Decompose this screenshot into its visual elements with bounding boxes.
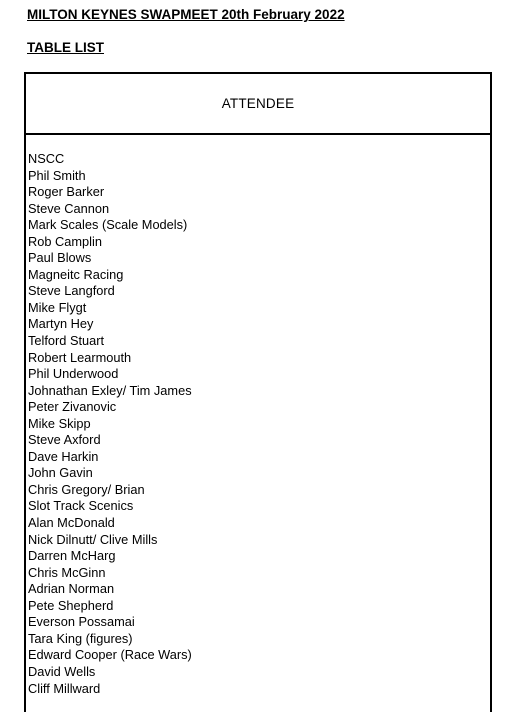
attendee-row: Robert Learmouth bbox=[28, 349, 132, 365]
attendee-row: Mike Flygt bbox=[28, 299, 87, 315]
attendee-table bbox=[24, 72, 492, 712]
attendee-row: Chris Gregory/ Brian bbox=[28, 481, 145, 497]
attendee-row: Chris McGinn bbox=[28, 564, 106, 580]
attendee-row: Tara King (figures) bbox=[28, 630, 133, 646]
attendee-row: David Wells bbox=[28, 663, 96, 679]
attendee-row: John Gavin bbox=[28, 465, 93, 481]
attendee-table-header bbox=[26, 74, 490, 135]
attendee-row: Alan McDonald bbox=[28, 515, 115, 531]
attendee-list bbox=[28, 151, 192, 697]
document-title: MILTON KEYNES SWAPMEET 20th February 2022 bbox=[27, 7, 345, 22]
attendee-row: Steve Langford bbox=[28, 283, 115, 299]
attendee-row: Phil Underwood bbox=[28, 366, 119, 382]
attendee-row: Telford Stuart bbox=[28, 333, 105, 349]
attendee-row: Steve Cannon bbox=[28, 200, 110, 216]
attendee-row: Darren McHarg bbox=[28, 548, 116, 564]
attendee-row: Peter Zivanovic bbox=[28, 399, 117, 415]
attendee-column-label: ATTENDEE bbox=[221, 96, 295, 111]
attendee-row: Phil Smith bbox=[28, 167, 86, 183]
table-list-heading: TABLE LIST bbox=[27, 40, 104, 55]
attendee-row: Everson Possamai bbox=[28, 614, 135, 630]
attendee-row: Pete Shepherd bbox=[28, 597, 114, 613]
attendee-row: Adrian Norman bbox=[28, 581, 115, 597]
attendee-row: Dave Harkin bbox=[28, 448, 99, 464]
attendee-row: Paul Blows bbox=[28, 250, 92, 266]
attendee-row: Magneitc Racing bbox=[28, 266, 124, 282]
attendee-row: Nick Dilnutt/ Clive Mills bbox=[28, 531, 158, 547]
attendee-row: Steve Axford bbox=[28, 432, 101, 448]
attendee-row: Mike Skipp bbox=[28, 415, 91, 431]
attendee-row: Roger Barker bbox=[28, 184, 105, 200]
attendee-row: Cliff Millward bbox=[28, 680, 101, 696]
attendee-row: Edward Cooper (Race Wars) bbox=[28, 647, 192, 663]
attendee-row: NSCC bbox=[28, 151, 65, 166]
attendee-row: Mark Scales (Scale Models) bbox=[28, 217, 188, 233]
attendee-row: Martyn Hey bbox=[28, 316, 94, 332]
attendee-row: Johnathan Exley/ Tim James bbox=[28, 382, 192, 398]
attendee-row: Slot Track Scenics bbox=[28, 498, 134, 514]
attendee-row: Rob Camplin bbox=[28, 233, 102, 249]
